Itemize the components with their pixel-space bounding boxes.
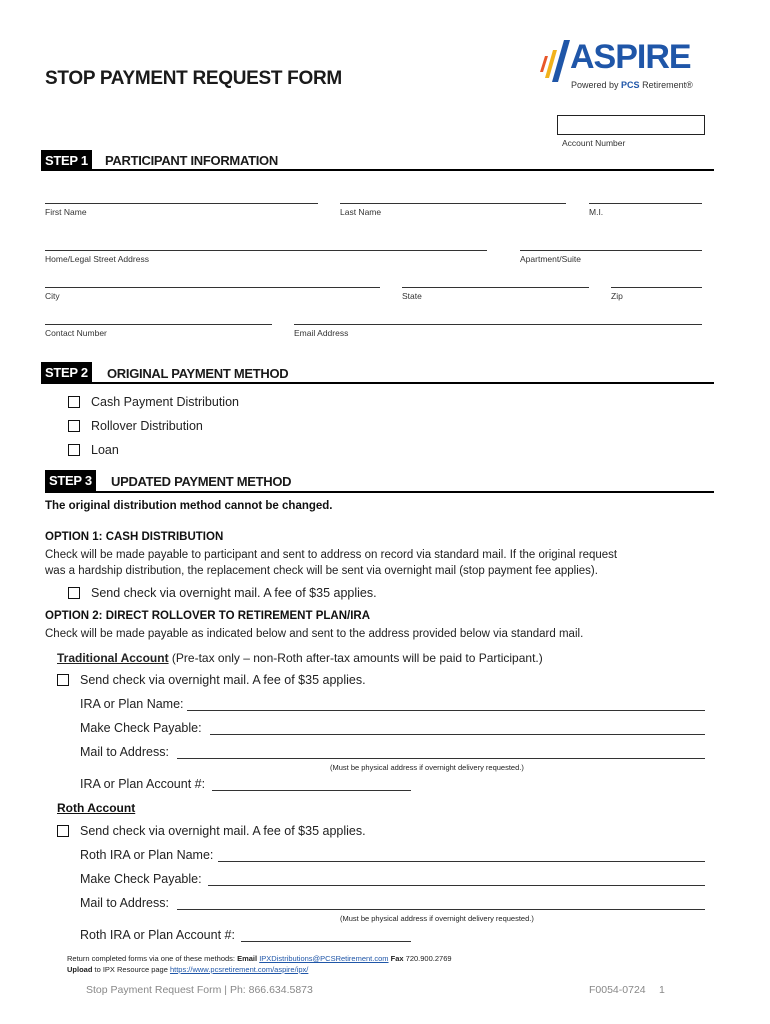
traditional-mail-note: (Must be physical address if overnight delivery requested.) bbox=[330, 763, 524, 772]
roth-overnight-label: Send check via overnight mail. A fee of $35 applies. bbox=[80, 824, 366, 838]
step3-rule bbox=[45, 491, 714, 493]
aspire-logo bbox=[540, 36, 710, 96]
email-field[interactable] bbox=[294, 324, 702, 325]
step3-badge: STEP 3 bbox=[45, 470, 96, 491]
cash-payment-checkbox[interactable] bbox=[68, 396, 80, 408]
traditional-overnight-label: Send check via overnight mail. A fee of $35 applies. bbox=[80, 673, 366, 687]
zip-label: Zip bbox=[611, 291, 623, 301]
apartment-label: Apartment/Suite bbox=[520, 254, 581, 264]
option1-title: OPTION 1: CASH DISTRIBUTION bbox=[45, 531, 224, 543]
state-field[interactable] bbox=[402, 287, 589, 288]
roth-plan-name-field[interactable] bbox=[218, 861, 705, 862]
last-name-field[interactable] bbox=[340, 203, 566, 204]
step2-rule bbox=[41, 382, 714, 384]
option2-title: OPTION 2: DIRECT ROLLOVER TO RETIREMENT PLAN/IRA bbox=[45, 610, 370, 622]
option1-text-line2: was a hardship distribution, the replacement check will be sent via overnight mail (stop payment fee applies). bbox=[45, 565, 598, 577]
step1-rule bbox=[41, 169, 714, 171]
footer-page-number: 1 bbox=[659, 984, 665, 996]
step1-badge: STEP 1 bbox=[41, 150, 92, 171]
street-address-label: Home/Legal Street Address bbox=[45, 254, 149, 264]
step2-badge: STEP 2 bbox=[41, 362, 92, 383]
state-label: State bbox=[402, 291, 422, 301]
zip-field[interactable] bbox=[611, 287, 702, 288]
roth-payable-field[interactable] bbox=[208, 885, 705, 886]
logo-mark-icon bbox=[540, 38, 572, 84]
account-number-label: Account Number bbox=[562, 138, 626, 148]
cash-payment-label: Cash Payment Distribution bbox=[91, 395, 239, 409]
roth-payable-label: Make Check Payable: bbox=[80, 872, 202, 886]
roth-overnight-checkbox[interactable] bbox=[57, 825, 69, 837]
return-instructions-line1: Return completed forms via one of these methods: Email IPXDistributions@PCSRetirement.com Fax 720.900.2769 bbox=[67, 954, 452, 963]
traditional-plan-name-field[interactable] bbox=[187, 710, 705, 711]
contact-number-label: Contact Number bbox=[45, 328, 107, 338]
account-number-field[interactable] bbox=[557, 115, 705, 135]
option1-overnight-checkbox[interactable] bbox=[68, 587, 80, 599]
city-label: City bbox=[45, 291, 60, 301]
logo-tagline: Powered by PCS Retirement® bbox=[571, 80, 693, 90]
roth-mail-label: Mail to Address: bbox=[80, 896, 169, 910]
email-link[interactable]: IPXDistributions@PCSRetirement.com bbox=[259, 954, 389, 963]
form-title: STOP PAYMENT REQUEST FORM bbox=[45, 68, 342, 89]
traditional-heading-row: Traditional Account (Pre-tax only – non-Roth after-tax amounts will be paid to Participant.) bbox=[57, 651, 543, 665]
contact-number-field[interactable] bbox=[45, 324, 272, 325]
traditional-mail-label: Mail to Address: bbox=[80, 745, 169, 759]
city-field[interactable] bbox=[45, 287, 380, 288]
roth-mail-note: (Must be physical address if overnight delivery requested.) bbox=[340, 914, 534, 923]
roth-heading: Roth Account bbox=[57, 801, 136, 815]
logo-wordmark: ASPIRE bbox=[570, 38, 691, 76]
traditional-payable-field[interactable] bbox=[210, 734, 705, 735]
mi-label: M.I. bbox=[589, 207, 604, 217]
loan-label: Loan bbox=[91, 443, 119, 457]
mi-field[interactable] bbox=[589, 203, 702, 204]
option2-text: Check will be made payable as indicated below and sent to the address provided below via standard mail. bbox=[45, 628, 584, 640]
step1-heading: PARTICIPANT INFORMATION bbox=[105, 153, 278, 168]
upload-link[interactable]: https://www.pcsretirement.com/aspire/ipx/ bbox=[169, 965, 309, 974]
option1-text-line1: Check will be made payable to participant and sent to address on record via standard mail. If the original request bbox=[45, 549, 618, 561]
step2-heading: ORIGINAL PAYMENT METHOD bbox=[107, 366, 289, 381]
return-instructions-line2: Upload to IPX Resource page https://www.pcsretirement.com/aspire/ipx/ bbox=[67, 965, 309, 974]
roth-mail-field[interactable] bbox=[177, 909, 705, 910]
traditional-payable-label: Make Check Payable: bbox=[80, 721, 202, 735]
roth-account-label: Roth IRA or Plan Account #: bbox=[80, 928, 235, 942]
apartment-field[interactable] bbox=[520, 250, 702, 251]
warning-text: The original distribution method cannot be changed. bbox=[45, 500, 333, 512]
traditional-account-field[interactable] bbox=[212, 790, 411, 791]
traditional-mail-field[interactable] bbox=[177, 758, 705, 759]
street-address-field[interactable] bbox=[45, 250, 487, 251]
step3-heading: UPDATED PAYMENT METHOD bbox=[111, 474, 292, 489]
traditional-overnight-checkbox[interactable] bbox=[57, 674, 69, 686]
footer-form-code: F0054-0724 bbox=[589, 984, 646, 996]
traditional-account-label: IRA or Plan Account #: bbox=[80, 777, 206, 791]
footer-form-info: Stop Payment Request Form | Ph: 866.634.5873 bbox=[86, 984, 313, 996]
first-name-label: First Name bbox=[45, 207, 87, 217]
first-name-field[interactable] bbox=[45, 203, 318, 204]
roth-plan-name-label: Roth IRA or Plan Name: bbox=[80, 848, 214, 862]
email-label: Email Address bbox=[294, 328, 349, 338]
roth-account-field[interactable] bbox=[241, 941, 411, 942]
rollover-label: Rollover Distribution bbox=[91, 419, 203, 433]
last-name-label: Last Name bbox=[340, 207, 382, 217]
option1-overnight-label: Send check via overnight mail. A fee of $35 applies. bbox=[91, 586, 377, 600]
loan-checkbox[interactable] bbox=[68, 444, 80, 456]
traditional-plan-name-label: IRA or Plan Name: bbox=[80, 697, 184, 711]
rollover-checkbox[interactable] bbox=[68, 420, 80, 432]
